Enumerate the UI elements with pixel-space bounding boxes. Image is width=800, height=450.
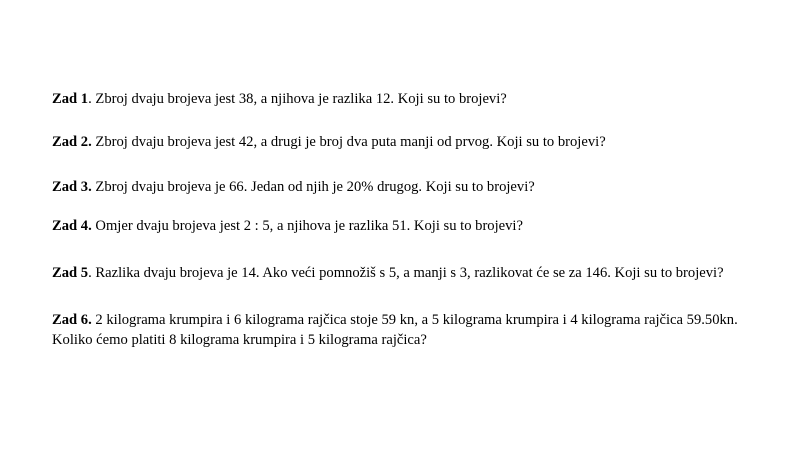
task-2-text: Zbroj dvaju brojeva jest 42, a drugi je broj dva puta manji od prvog. Koji su to brojevi? [91, 134, 606, 150]
task-6 [52, 310, 782, 350]
task-6-text-line-2: Koliko ćemo platiti 8 kilograma krumpira i 5 kilograma rajčica? [52, 332, 427, 348]
task-4-label: Zad 4. [52, 218, 92, 234]
task-4 [52, 216, 782, 236]
task-1-label-period: . [88, 91, 92, 107]
task-5-text: Razlika dvaju brojeva je 14. Ako veći pomnožiš s 5, a manji s 3, razlikovat će se za 146. Koji su to brojevi? [91, 265, 724, 281]
task-5 [52, 263, 782, 283]
task-4-text: Omjer dvaju brojeva jest 2 : 5, a njihova je razlika 51. Koji su to brojevi? [91, 218, 523, 234]
task-2 [52, 132, 782, 152]
task-5-label: Zad 5 [52, 265, 89, 281]
task-3 [52, 177, 782, 197]
task-2-label: Zad 2. [52, 134, 92, 150]
task-6-text: 2 kilograma krumpira i 6 kilograma rajčica stoje 59 kn, a 5 kilograma krumpira i 4 kilograma rajčica 59.50kn. [91, 312, 738, 328]
task-5-label-period: . [88, 265, 92, 281]
task-3-label: Zad 3. [52, 179, 92, 195]
task-1-label: Zad 1 [52, 91, 89, 107]
task-3-text: Zbroj dvaju brojeva je 66. Jedan od njih je 20% drugog. Koji su to brojevi? [91, 179, 535, 195]
task-1 [52, 89, 782, 109]
task-1-text: Zbroj dvaju brojeva jest 38, a njihova je razlika 12. Koji su to brojevi? [91, 91, 507, 107]
task-6-label: Zad 6. [52, 312, 92, 328]
